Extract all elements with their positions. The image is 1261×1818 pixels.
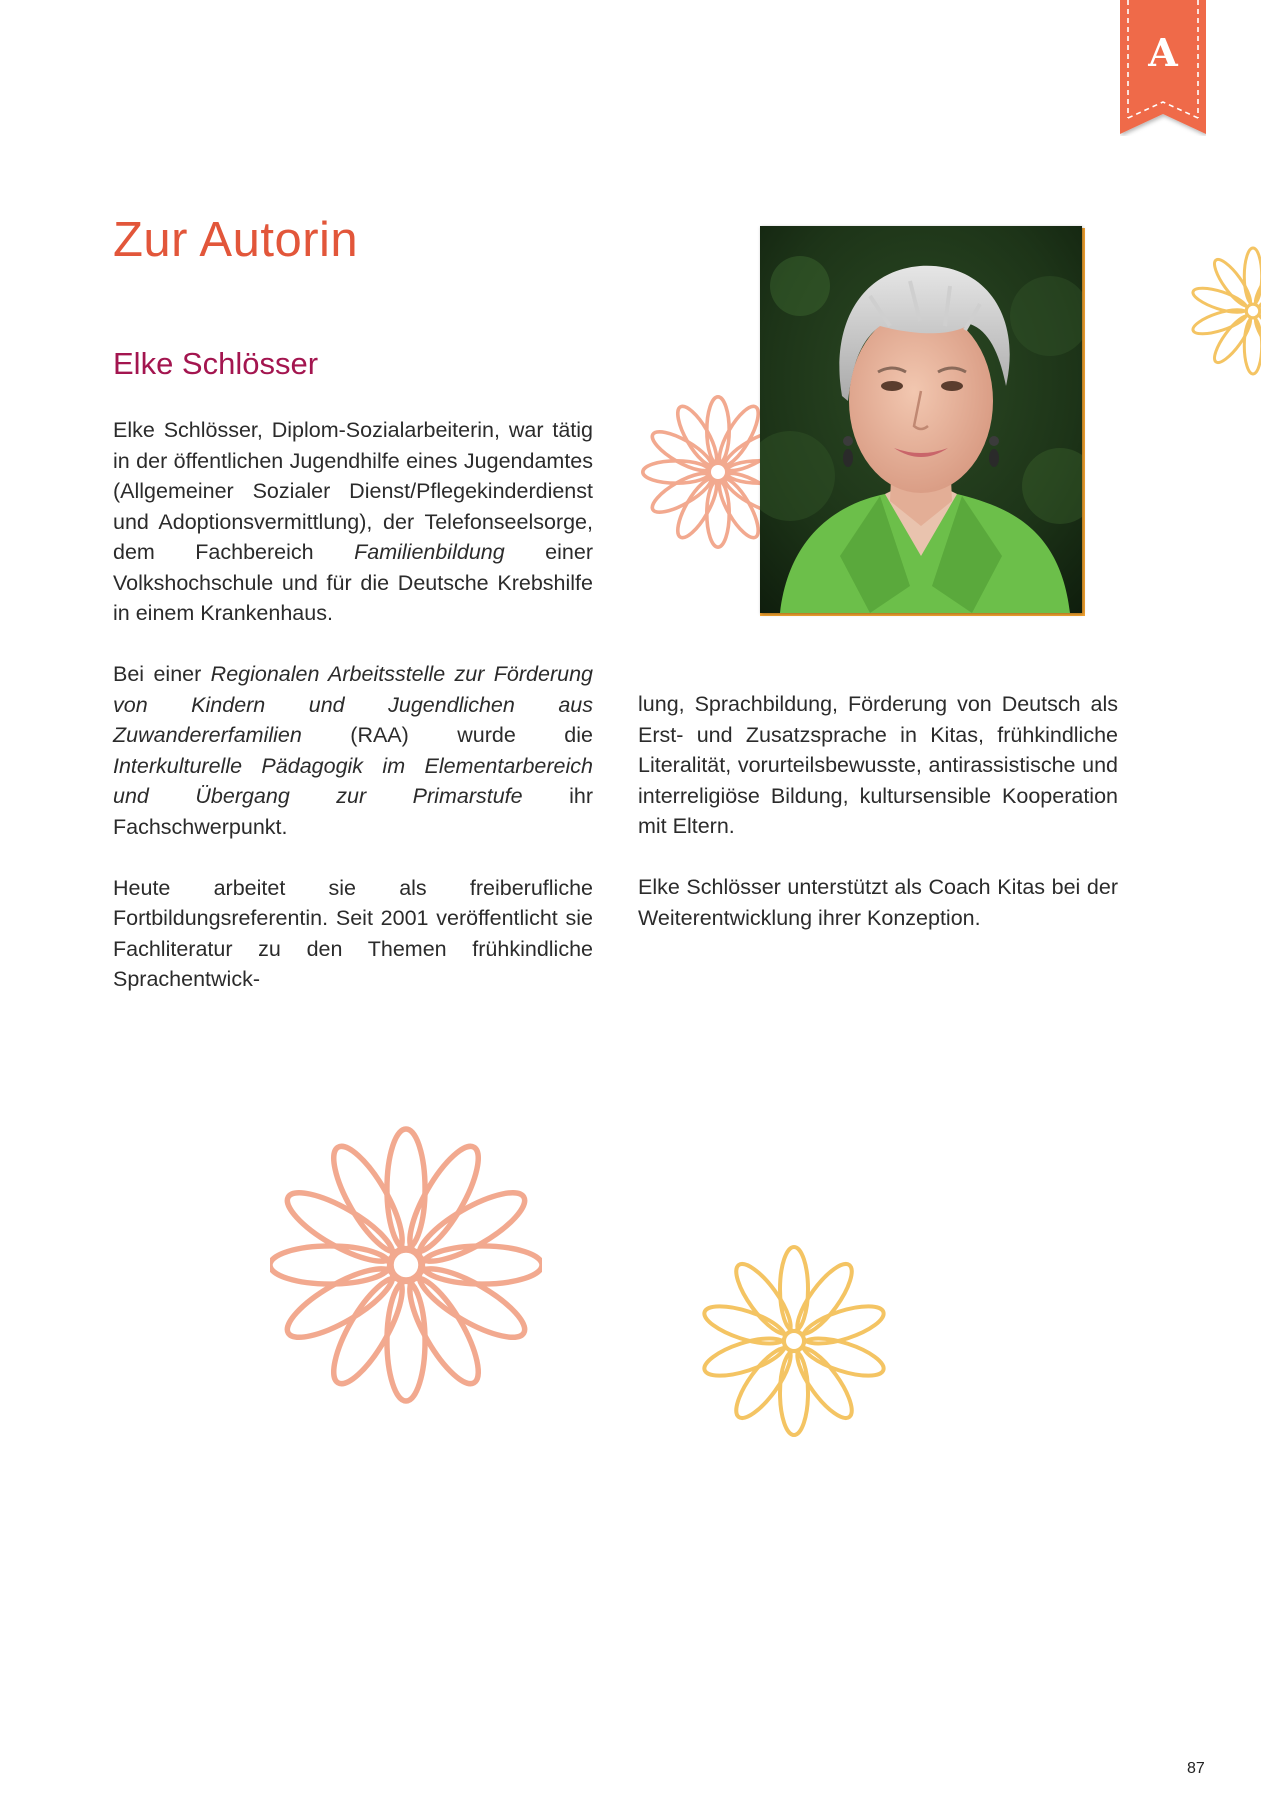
page-title: Zur Autorin <box>113 213 359 267</box>
bio-paragraph <box>113 659 593 842</box>
page-number: 87 <box>1187 1760 1205 1777</box>
text-run: (RAA) wurde die <box>301 723 593 747</box>
flower-decoration-yellow-edge <box>1186 244 1261 378</box>
text-run: einer Volkshochschule und für die Deutsche Krebshilfe in einem Krankenhaus. <box>113 540 593 625</box>
author-portrait-photo <box>760 226 1082 613</box>
italic-text-run: Regionalen Arbeitsstelle zur Förderung von Kindern und Jugendlichen aus Zuwandererfamilien <box>113 662 593 747</box>
text-column-left <box>113 415 593 1025</box>
bio-paragraph <box>113 415 593 629</box>
text-column-right <box>638 689 1118 964</box>
text-run: lung, Sprachbildung, Förderung von Deutsch als Erst- und Zusatzsprache in Kitas, frühkindliche Literalität, vorurteilsbewusste, antirassistische und interreligiöse Bildung, kultursensible Kooperation mit Eltern. <box>638 692 1118 838</box>
bio-paragraph <box>638 689 1118 842</box>
text-run: Heute arbeitet sie als freiberufliche Fortbildungsreferentin. Seit 2001 veröffentlicht sie Fachliteratur zu den Themen frühkindliche Sprachentwick- <box>113 875 593 991</box>
italic-text-run: Familienbildung <box>354 540 505 564</box>
section-letter: A <box>1148 30 1178 75</box>
text-run: Elke Schlösser, Diplom-Sozialarbeiterin, war tätig in der öffentlichen Jugendhilfe eines Jugendamtes (Allgemeiner Sozialer Dienst/Pflegekinderdienst und Adoptionsvermittlung), der Telefonseelsorge, dem Fachbereich <box>113 418 593 564</box>
bio-paragraph <box>113 873 593 995</box>
text-run: Bei einer <box>113 662 211 686</box>
flower-decoration-yellow <box>694 1240 894 1442</box>
text-run: Elke Schlösser unterstützt als Coach Kitas bei der Weiterentwicklung ihrer Konzeption. <box>638 875 1118 930</box>
text-run: ihr Fachschwerpunkt. <box>113 784 593 839</box>
flower-decoration-salmon-large <box>270 1120 542 1410</box>
italic-text-run: Interkulturelle Pädagogik im Elementarbereich und Übergang zur Primarstufe <box>113 753 593 808</box>
author-name: Elke Schlösser <box>113 346 319 381</box>
bio-paragraph <box>638 872 1118 933</box>
